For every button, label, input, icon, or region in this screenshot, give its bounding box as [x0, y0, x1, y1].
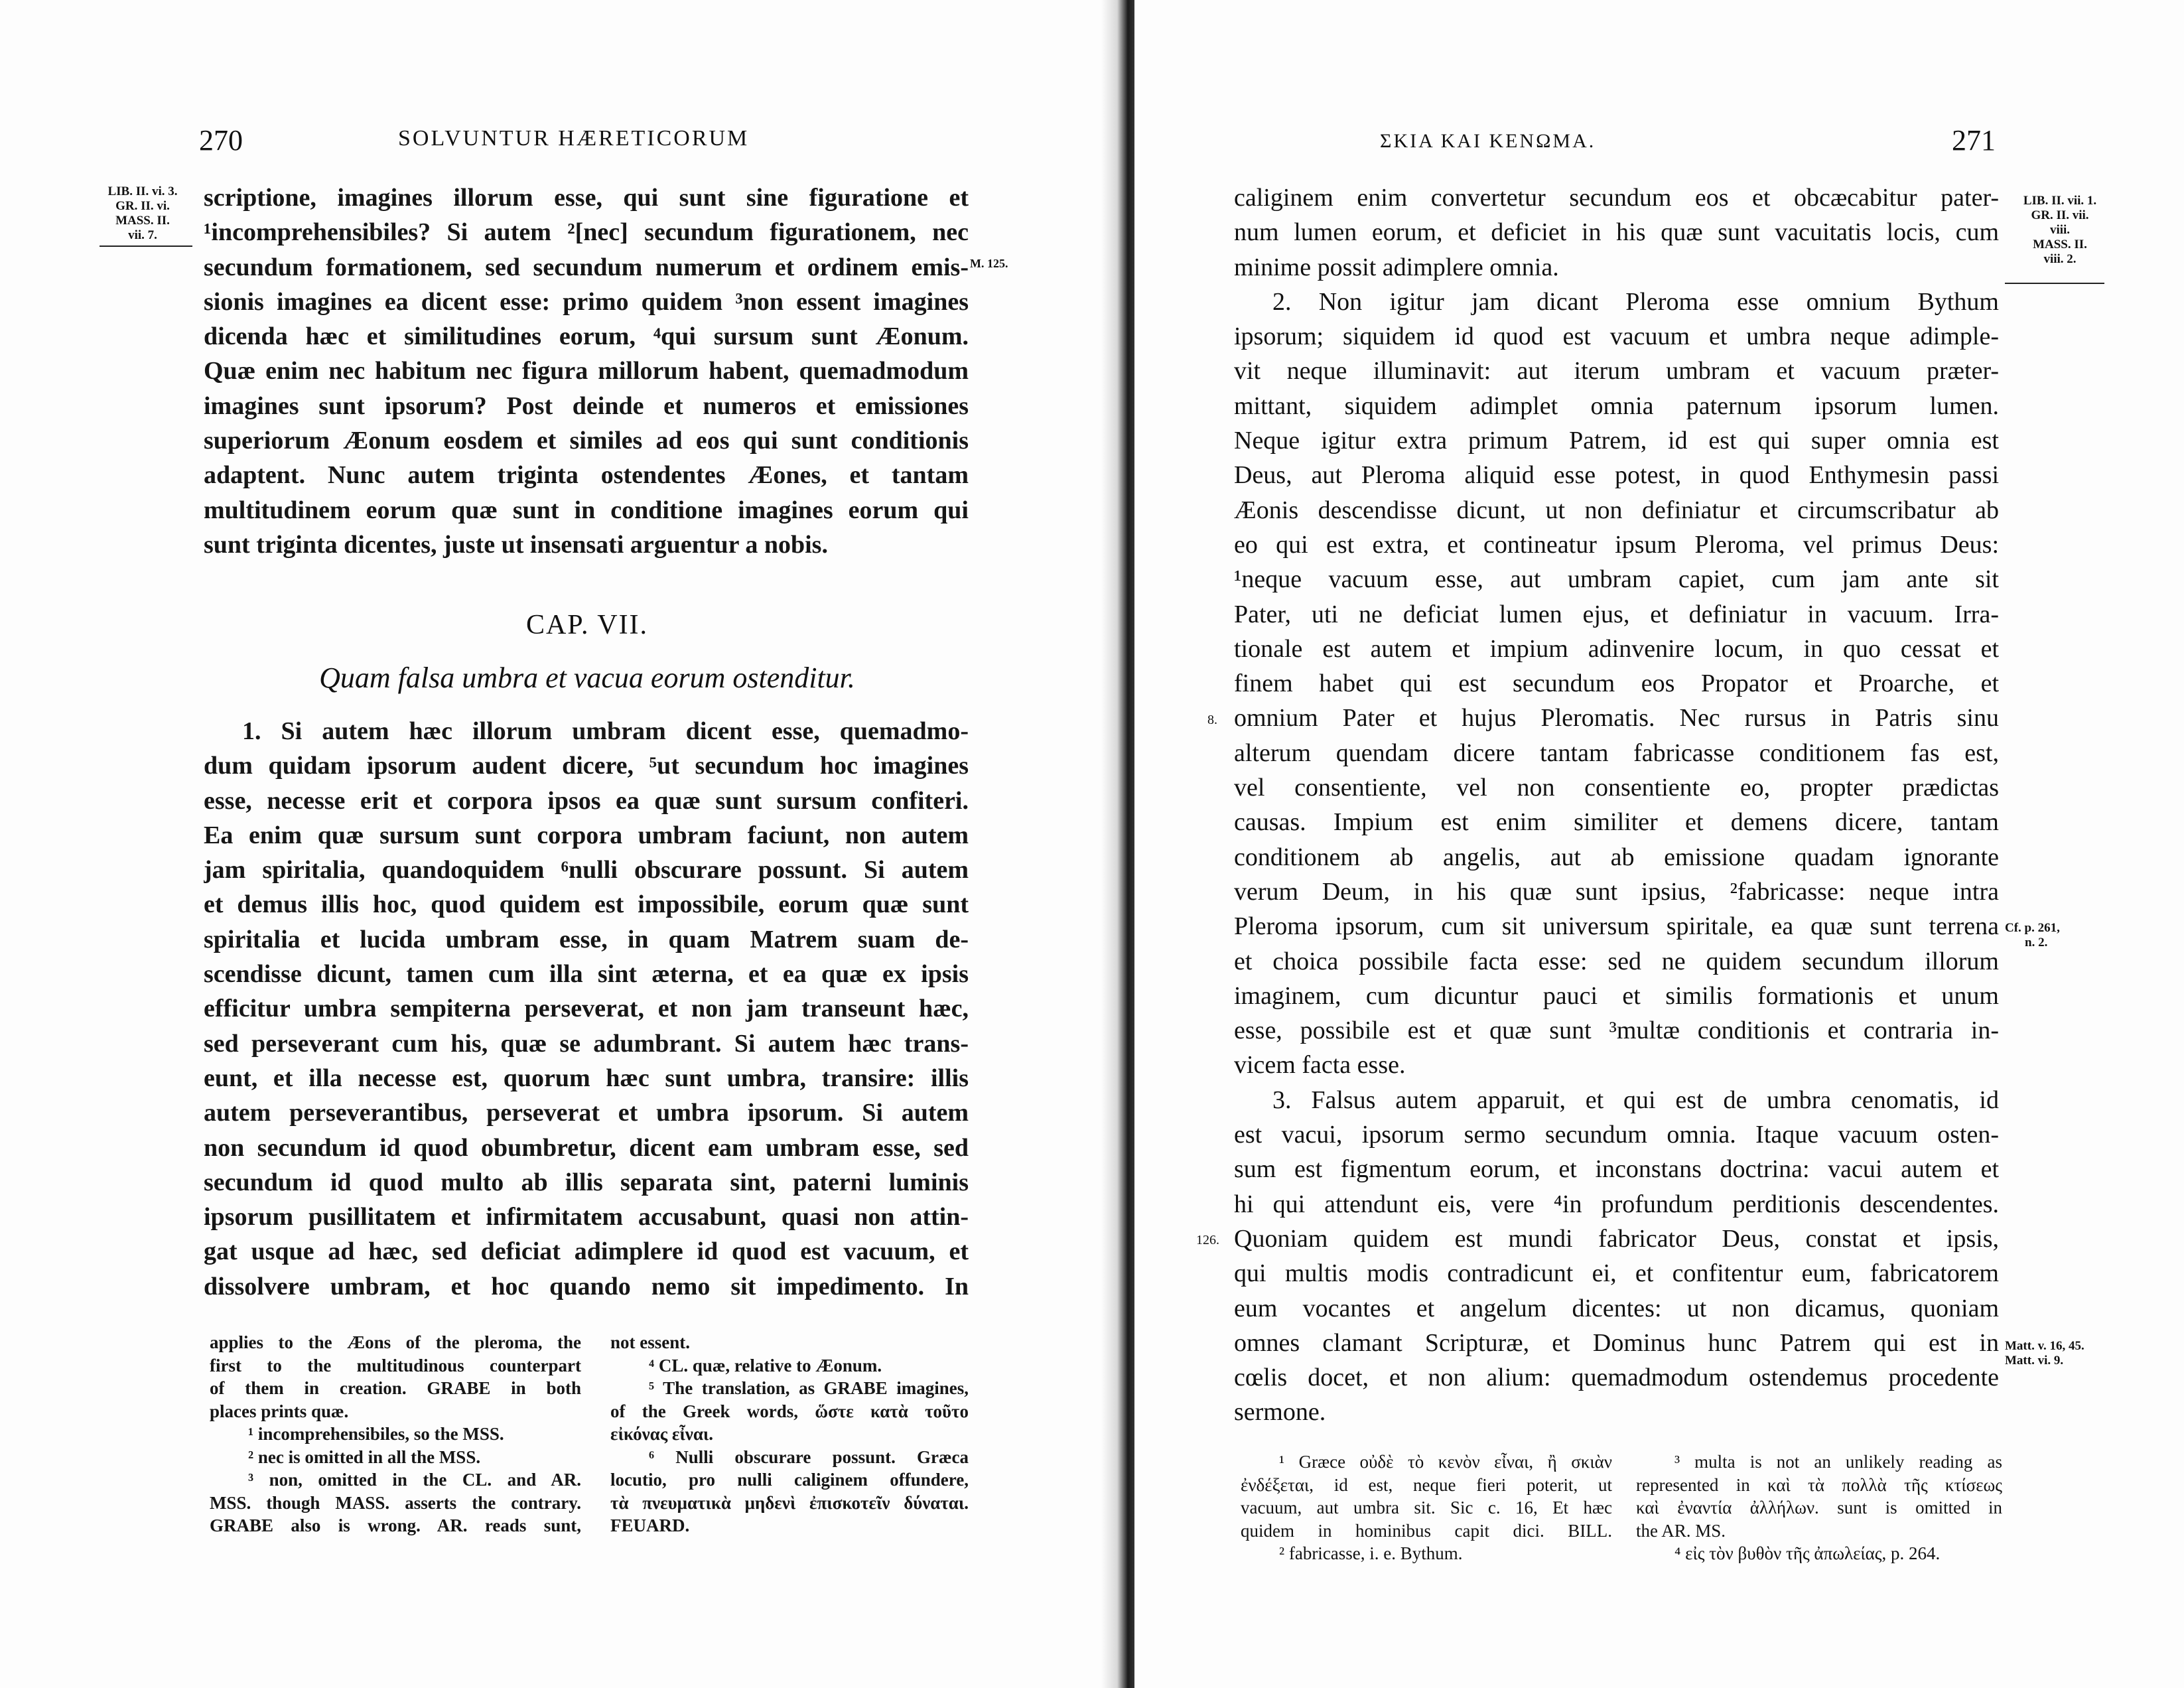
text-line: of the Greek words, ὥστε κατὰ τοῦτο: [610, 1401, 969, 1421]
text-line: conditionem ab angelis, aut ab emissione quadam ignorante: [1234, 843, 1999, 871]
text-line: spiritalia et lucida umbram esse, in quam Matrem suam de-: [204, 925, 969, 953]
text-line: efficitur umbra sempiterna perseverat, et non jam transeunt hæc,: [204, 995, 969, 1023]
text-line: 2. Non igitur jam dicant Pleroma esse omnium Bythum: [1272, 287, 1999, 316]
text-line: et choica possibile facta esse: sed ne quidem secundum illorum: [1234, 947, 1999, 975]
text-line: ² nec is omitted in all the MSS.: [248, 1446, 481, 1467]
margin-reference: LIB. II. vi. 3. GR. II. vi. MASS. II. vii. 7.: [107, 184, 178, 242]
text-line: non secundum id quod obumbretur, dicent eam umbram esse, sed: [204, 1133, 969, 1162]
text-line: τὰ πνευματικὰ μηδενὶ ἐπισκοτεῖν δύναται.: [610, 1492, 969, 1513]
text-line: multitudinem eorum quæ sunt in conditione imagines eorum qui: [204, 496, 969, 524]
text-line: esse, possibile est et quæ sunt ³multæ conditionis et contraria in-: [1234, 1017, 1999, 1045]
text-line: num lumen eorum, et deficiet in his quæ sunt vacuitatis locis, cum: [1234, 218, 1999, 247]
footnotes-column-left: [1241, 1450, 1612, 1565]
text-line: esse, necesse erit et corpora ipsos ea quæ sunt sursum confiteri.: [204, 786, 969, 815]
running-head: SOLVUNTUR HÆRETICORUM: [398, 126, 750, 151]
margin-cross-reference: Cf. p. 261, n. 2.: [2005, 921, 2060, 950]
text-line: ἐνδέξεται, id est, neque fieri poterit, ut: [1241, 1474, 1612, 1495]
text-line: vel consentiente, vel non consentiente eo, propter prædictas: [1234, 774, 1999, 802]
text-line: Quoniam quidem est mundi fabricator Deus, constat et ipsis,: [1234, 1224, 1999, 1253]
body-text-top: [204, 180, 969, 562]
text-line: finem habet qui est secundum eos Propator et Proarche, et: [1234, 669, 1999, 698]
text-line: 1. Si autem hæc illorum umbram dicent esse, quemadmo-: [242, 717, 969, 745]
text-line: represented in καὶ τὰ πολλὰ τῆς κτίσεως: [1636, 1474, 2002, 1495]
text-line: ² fabricasse, i. e. Bythum.: [1279, 1543, 1463, 1563]
text-line: Neque igitur extra primum Patrem, id est qui super omnia est: [1234, 427, 1999, 455]
text-line: imagines sunt ipsorum? Post deinde et numeros et emissiones: [204, 391, 969, 420]
text-line: καὶ ἐναντία ἀλλήλων. sunt is omitted in: [1636, 1498, 2002, 1517]
text-line: places prints quæ.: [210, 1401, 349, 1421]
text-line: Ea enim quæ sursum sunt corpora umbram faciunt, non autem: [204, 821, 969, 849]
text-line: imaginem, cum dicuntur pauci et similis formationis et unum: [1234, 981, 1999, 1010]
running-head: ΣΚΙΑ ΚΑΙ ΚΕΝΩΜΑ.: [1380, 130, 1596, 152]
text-line: quidem in hominibus capit dici. BILL.: [1241, 1520, 1612, 1541]
text-line: Pater, uti ne deficiat lumen ejus, et definiatur in vacuum. Irra-: [1234, 600, 1999, 628]
margin-reference: LIB. II. vii. 1. GR. II. vii. viii. MASS. II. viii. 2.: [2023, 194, 2097, 266]
text-line: eo qui est extra, et contineatur ipsum Pleroma, vel primus Deus:: [1234, 530, 1999, 559]
chapter-title: CAP. VII.: [525, 610, 649, 640]
text-line: ¹incomprehensibiles? Si autem ²[nec] secundum figurationem, nec: [204, 218, 969, 247]
chapter-subtitle: Quam falsa umbra et vacua eorum ostenditur.: [319, 662, 855, 694]
text-line: caliginem enim convertetur secundum eos et obcæcabitur pater-: [1234, 184, 1999, 212]
text-line: locutio, pro nulli caliginem offundere,: [610, 1470, 969, 1490]
text-line: sionis imagines ea dicent esse: primo quidem ³non essent imagines: [204, 287, 969, 316]
right-page: [1134, 0, 2184, 1688]
text-line: sunt triginta dicentes, juste ut insensati arguentur a nobis.: [204, 530, 828, 559]
text-line: ⁴ εἰς τὸν βυθὸν τῆς ἀπωλείας, p. 264.: [1674, 1543, 1941, 1563]
text-line: autem perseverantibus, perseverat et umbra ipsorum. Si autem: [204, 1099, 969, 1127]
text-line: est vacui, ipsorum sermo secundum omnia. Itaque vacuum osten-: [1234, 1121, 1999, 1149]
text-line: dissolvere umbram, et hoc quando nemo sit impedimento. In: [204, 1272, 969, 1301]
margin-scripture-reference: Matt. v. 16, 45. Matt. vi. 9.: [2005, 1339, 2084, 1368]
text-line: of them in creation. GRABE in both: [210, 1378, 581, 1398]
text-line: secundum id quod multo ab illis separata sint, paterni luminis: [204, 1168, 969, 1196]
text-line: vacuum, aut umbra sit. Sic c. 16, Et hæc: [1241, 1498, 1612, 1517]
text-line: first to the multitudinous counterpart: [210, 1355, 581, 1375]
text-line: ⁶ Nulli obscurare possunt. Græca: [649, 1446, 969, 1467]
text-line: secundum formationem, sed secundum numerum et ordinem emis-: [204, 253, 969, 281]
text-line: 3. Falsus autem apparuit, et qui est de umbra cenomatis, id: [1272, 1086, 1999, 1114]
text-line: adaptent. Nunc autem triginta ostendentes Æones, et tantam: [204, 461, 969, 490]
margin-m-reference: M. 125.: [970, 257, 1008, 270]
body-text: [1234, 180, 1999, 1430]
text-line: eum vocantes et angelum dicentes: ut non dicamus, quoniam: [1234, 1294, 1999, 1322]
text-line: omnes clamant Scripturæ, et Dominus hunc Patrem qui est in: [1234, 1328, 1999, 1357]
text-line: causas. Impium est enim similiter et demens dicere, tantam: [1234, 808, 1999, 837]
text-line: jam spiritalia, quandoquidem ⁶nulli obscurare possunt. Si autem: [204, 856, 969, 884]
text-line: FEUARD.: [610, 1515, 690, 1535]
text-line: ¹ Græce οὐδὲ τὸ κενὸν εἶναι, ἢ σκιὰν: [1279, 1452, 1612, 1472]
text-line: ipsorum pusillitatem et infirmitatem accusabunt, quasi non attin-: [204, 1203, 969, 1231]
text-line: vicem facta esse.: [1234, 1051, 1406, 1080]
text-line: ³ non, omitted in the CL. and AR.: [248, 1470, 581, 1490]
text-line: vit neque illuminavit: aut iterum umbram et vacuum præter-: [1234, 357, 1999, 386]
text-line: eunt, et illa necesse est, quorum hæc sunt umbra, transire: illis: [204, 1064, 969, 1092]
text-line: alterum quendam dicere tantam fabricasse conditionem fas est,: [1234, 738, 1999, 767]
text-line: Deus, aut Pleroma aliquid esse potest, in quod Enthymesin passi: [1234, 461, 1999, 490]
text-line: dicenda hæc et similitudines eorum, ⁴qui sursum sunt Æonum.: [204, 322, 969, 351]
footnotes-column-right: [610, 1331, 969, 1537]
text-line: scriptione, imagines illorum esse, qui sunt sine figuratione et: [204, 184, 969, 212]
text-line: ⁵ The translation, as GRABE imagines,: [649, 1378, 969, 1398]
text-line: ¹neque vacuum esse, aut umbram capiet, cum jam ante sit: [1234, 565, 1999, 594]
text-line: Æonis descendisse dicunt, ut non definiatur et circumscribatur ab: [1234, 496, 1999, 524]
text-line: et demus illis hoc, quod quidem est impossibile, eorum quæ sunt: [204, 890, 969, 919]
text-line: gat usque ad hæc, sed deficiat adimplere id quod est vacuum, et: [204, 1237, 969, 1266]
text-line: scendisse dicunt, tamen cum illa sint æterna, et ea quæ ex ipsis: [204, 960, 969, 989]
text-line: tionale est autem et impium adinvenire locum, in quo cessat et: [1234, 634, 1999, 663]
text-line: omnium Pater et hujus Pleromatis. Nec rursus in Patris sinu: [1234, 704, 1999, 733]
footnotes-column-left: [210, 1331, 581, 1537]
text-line: Pleroma ipsorum, cum sit universum spiritale, ea quæ sunt terrena: [1234, 912, 1999, 941]
text-line: the AR. MS.: [1636, 1520, 1726, 1541]
text-line: cœlis docet, et non alium: quemadmodum ostendemus procedente: [1234, 1364, 1999, 1392]
text-line: εἰκόνας εἶναι.: [610, 1424, 714, 1444]
text-line: qui multis modis contradicunt ei, et confitentur eum, fabricatorem: [1234, 1259, 1999, 1288]
body-text-chapter: [204, 714, 969, 1304]
text-line: sum est figmentum eorum, et inconstans doctrina: vacui autem et: [1234, 1155, 1999, 1184]
text-line: Quæ enim nec habitum nec figura millorum habent, quemadmodum: [204, 357, 969, 386]
margin-rule: [2005, 283, 2104, 284]
margin-rule: [100, 246, 192, 247]
text-line: dum quidam ipsorum audent dicere, ⁵ut secundum hoc imagines: [204, 752, 969, 780]
page-number: 270: [199, 124, 243, 157]
text-line: sermone.: [1234, 1398, 1326, 1427]
text-line: mittant, siquidem adimplet omnia paternum ipsorum lumen.: [1234, 391, 1999, 420]
text-line: superiorum Æonum eosdem et similes ad eos qui sunt conditionis: [204, 427, 969, 455]
text-line: GRABE also is wrong. AR. reads sunt,: [210, 1515, 581, 1535]
page-number: 271: [1952, 124, 1996, 157]
text-line: ³ multa is not an unlikely reading as: [1674, 1452, 2002, 1472]
text-line: minime possit adimplere omnia.: [1234, 253, 1559, 281]
footnotes-column-right: [1636, 1450, 2002, 1565]
text-line: ⁴ CL. quæ, relative to Æonum.: [649, 1355, 882, 1375]
text-line: sed perseverant cum his, quæ se adumbrant. Si autem hæc trans-: [204, 1029, 969, 1058]
text-line: hi qui attendunt eis, vere ⁴in profundum perditionis descendentes.: [1234, 1190, 1999, 1218]
text-line: ¹ incomprehensibiles, so the MSS.: [248, 1424, 504, 1444]
margin-page-mark: 126.: [1196, 1233, 1219, 1247]
text-line: not essent.: [610, 1332, 690, 1352]
text-line: verum Deum, in his quæ sunt ipsius, ²fabricasse: neque intra: [1234, 877, 1999, 906]
text-line: MSS. though MASS. asserts the contrary.: [210, 1492, 581, 1513]
text-line: ipsorum; siquidem id quod est vacuum et umbra neque adimple-: [1234, 322, 1999, 351]
text-line: applies to the Æons of the pleroma, the: [210, 1332, 581, 1352]
margin-section-mark: 8.: [1207, 713, 1217, 727]
